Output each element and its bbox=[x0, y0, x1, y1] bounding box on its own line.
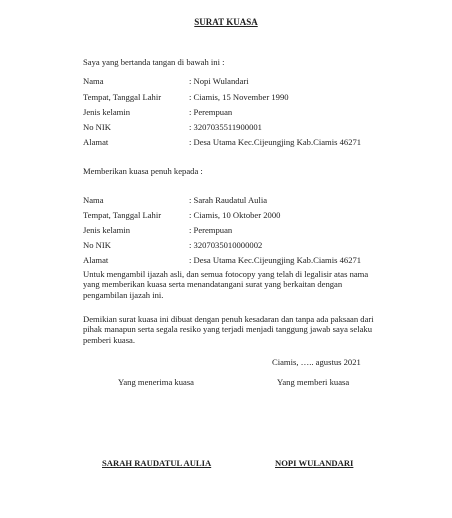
letter-title: SURAT KUASA bbox=[194, 17, 258, 27]
field-label: Tempat, Tanggal Lahir bbox=[83, 92, 162, 102]
paragraph-line: Untuk mengambil ijazah asli, dan semua fotocopy yang telah di legalisir atas nama bbox=[83, 269, 369, 279]
paragraph-line: yang memberikan kuasa serta menandatangani surat yang berkaitan dengan bbox=[83, 279, 343, 290]
field-value: : Nopi Wulandari bbox=[189, 76, 249, 86]
field-label: Nama bbox=[83, 195, 104, 205]
field-label: Tempat, Tanggal Lahir bbox=[83, 210, 162, 220]
grantee-nik-row bbox=[83, 240, 262, 250]
field-label: No NIK bbox=[83, 240, 111, 250]
closing-paragraph bbox=[83, 314, 383, 345]
field-label: Alamat bbox=[83, 137, 109, 147]
field-value: : Desa Utama Kec.Cijeungjing Kab.Ciamis 46271 bbox=[189, 255, 362, 265]
place-date: Ciamis, ….. agustus 2021 bbox=[272, 357, 361, 367]
grant-intro-text: Memberikan kuasa penuh kepada : bbox=[83, 166, 203, 176]
grantor-address-row bbox=[83, 137, 361, 147]
field-value: : Ciamis, 15 November 1990 bbox=[189, 92, 289, 102]
field-value: : Perempuan bbox=[189, 107, 233, 117]
receiver-label: Yang menerima kuasa bbox=[118, 377, 194, 387]
field-label: No NIK bbox=[83, 122, 111, 132]
field-value: : Perempuan bbox=[189, 225, 233, 235]
giver-label: Yang memberi kuasa bbox=[277, 377, 350, 387]
grantor-birth-row bbox=[83, 92, 289, 102]
field-value: : Ciamis, 10 Oktober 2000 bbox=[189, 210, 281, 220]
field-label: Alamat bbox=[83, 255, 109, 265]
paragraph-line: pengambilan ijazah ini. bbox=[83, 289, 164, 300]
grantee-gender-row bbox=[83, 225, 232, 235]
field-label: Jenis kelamin bbox=[83, 107, 131, 117]
grantor-nik-row bbox=[83, 122, 262, 132]
grantee-address-row bbox=[83, 255, 361, 265]
paragraph-line: Demikian surat kuasa ini dibuat dengan penuh kesadaran dan tanpa ada paksaan dari bbox=[83, 314, 374, 324]
paragraph-line: pihak manapun serta segala resiko yang terjadi menjadi tanggung jawab saya selaku bbox=[83, 324, 372, 335]
receiver-name: SARAH RAUDATUL AULIA bbox=[102, 458, 212, 468]
purpose-paragraph bbox=[83, 269, 383, 300]
giver-name: NOPI WULANDARI bbox=[275, 458, 354, 468]
field-label: Jenis kelamin bbox=[83, 225, 131, 235]
grantor-name-row bbox=[83, 76, 249, 86]
grantor-gender-row bbox=[83, 107, 232, 117]
field-value: : Desa Utama Kec.Cijeungjing Kab.Ciamis 46271 bbox=[189, 137, 362, 147]
paragraph-line: pemberi kuasa. bbox=[83, 334, 136, 345]
field-value: : Sarah Raudatul Aulia bbox=[189, 195, 268, 205]
grantee-name-row bbox=[83, 195, 267, 205]
field-value: : 3207035010000002 bbox=[189, 240, 263, 250]
field-label: Nama bbox=[83, 76, 104, 86]
grantee-birth-row bbox=[83, 210, 280, 220]
field-value: : 3207035511900001 bbox=[189, 122, 262, 132]
intro-text: Saya yang bertanda tangan di bawah ini : bbox=[83, 57, 225, 67]
